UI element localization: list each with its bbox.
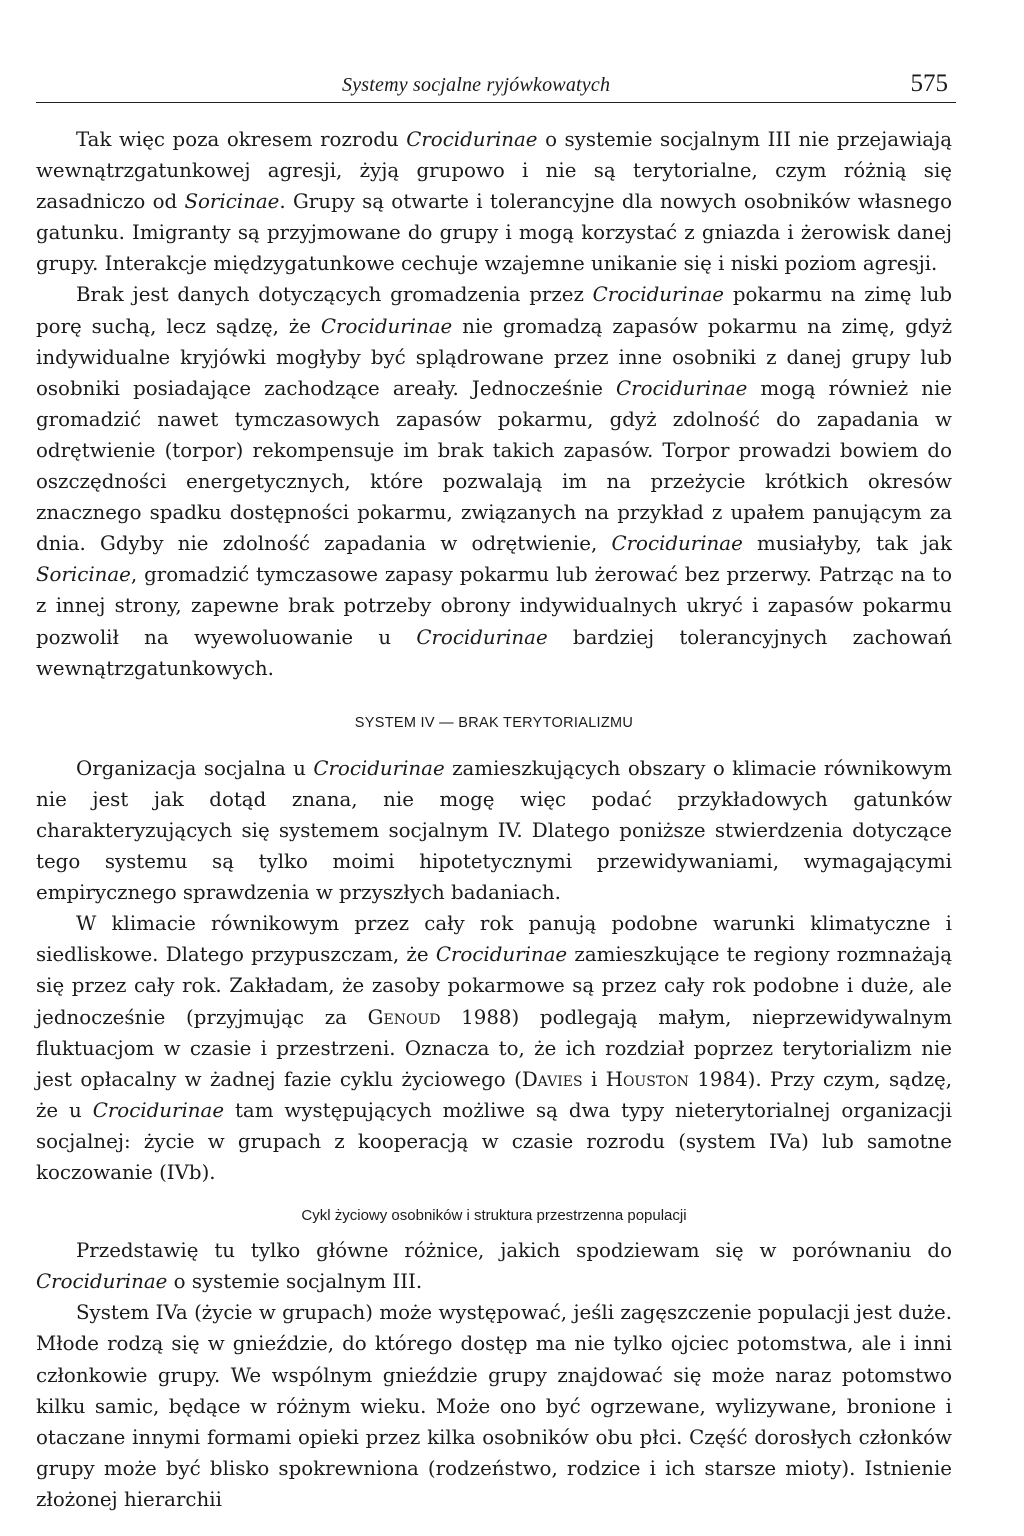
taxon-name: Crocidurinae (611, 532, 743, 556)
text-run: Brak jest danych dotyczących gromadzenia przez (76, 283, 593, 307)
text-run: 1984). Przy czym, sądzę, że u (36, 1067, 952, 1122)
taxon-name: Soricinae (184, 190, 280, 214)
text-run: 1988) podlegają małym, nieprzewidywalnym fluktuacjom w czasie i przestrzeni. Oznacza to, że ich rozdział poprzez terytorializm nie jest opłacalny w żadnej fazie cyklu życiowego ( (36, 1005, 952, 1091)
text-run: , gromadzić tymczasowe zapasy pokarmu lub żerować bez przerwy. Patrząc na to z innej strony, zapewne brak potrzeby obrony indywidualnych ukryć i zapasów pokarmu pozwolił na wyewoluowanie u (36, 563, 952, 649)
author-name: Genoud (367, 1005, 441, 1029)
paragraph-2 (36, 279, 952, 683)
text-run: pokarmu na zimę lub porę suchą, lecz sądzę, że (36, 283, 952, 338)
paragraph-3 (36, 753, 952, 908)
page-body (36, 124, 952, 1515)
paragraph-1 (36, 124, 952, 279)
text-run: i (582, 1067, 606, 1091)
taxon-name: Crocidurinae (592, 283, 725, 307)
taxon-name: Crocidurinae (416, 625, 548, 649)
text-run: bardziej tolerancyjnych zachowań wewnątrzgatunkowych. (36, 625, 953, 680)
text-run: Tak więc poza okresem rozrodu (76, 128, 407, 151)
taxon-name: Crocidurinae (406, 128, 538, 151)
taxon-name: Crocidurinae (435, 943, 568, 967)
paragraph-5 (36, 1235, 952, 1297)
text-run: o systemie socjalnym III nie przejawiają wewnątrzgatunkowej agresji, żyją grupowo i nie są terytorialne, czym różnią się zasadniczo od (36, 128, 953, 214)
page-number: 575 (910, 70, 948, 97)
text-run: System IVa (życie w grupach) może występować, jeśli zagęszczenie populacji jest duże. Młode rodzą się w gnieździe, do którego dostęp ma nie tylko ojciec potomstwa, ale i inni członkowie grupy. We wspólnym gnieździe grupy znajdować się może naraz potomstwo kilku samic, będące w różnym wieku. Może ono być ogrzewane, wylizywane, bronione i otaczane innymi formami opieki przez kilka osobników obu płci. Część dorosłych członków grupy może być blisko spokrewniona (rodzeństwo, rodzice i ich starsze mioty). Istnienie złożonej hierarchii (36, 1301, 952, 1511)
text-run: tam występujących możliwe są dwa typy nieterytorialnej organizacji socjalnej: życie w grupach z kooperacją w czasie rozrodu (system IVa) lub samotne koczowanie (IVb). (36, 1098, 952, 1184)
text-run: musiałyby, tak jak (742, 532, 952, 556)
text-run: zamieszkujących obszary o klimacie równikowym nie jest jak dotąd znana, nie mogę więc podać przykładowych gatunków charakteryzujących się systemem socjalnym IV. Dlatego poniższe stwierdzenia dotyczące tego systemu są tylko moimi hipotetycznymi przewidywaniami, wymagającymi empirycznego sprawdzenia w przyszłych badaniach. (36, 756, 952, 905)
text-run: W klimacie równikowym przez cały rok panują podobne warunki klimatyczne i siedliskowe. Dlatego przypuszczam, że (36, 912, 952, 967)
text-run: nie gromadzą zapasów pokarmu na zimę, gdyż indywidualne kryjówki mogłyby być splądrowane przez inne osobniki z danej grupy lub osobniki posiadające zachodzące areały. Jednocześnie (36, 314, 953, 400)
text-run: Przedstawię tu tylko główne różnice, jakich spodziewam się w porównaniu do (76, 1239, 952, 1263)
taxon-name: Soricinae (36, 563, 131, 587)
taxon-name: Crocidurinae (36, 1270, 168, 1294)
paragraph-4 (36, 908, 952, 1188)
text-run: . Grupy są otwarte i tolerancyjne dla nowych osobników własnego gatunku. Imigranty są przyjmowane do grupy i mogą korzystać z gniazda i żerowisk danej grupy. Interakcje międzygatunkowe cechuje wzajemne unikanie się i niski poziom agresji. (36, 190, 952, 276)
author-name: Houston (605, 1067, 689, 1091)
subsection-heading: Cykl życiowy osobników i struktura przestrzenna populacji (301, 1207, 687, 1225)
text-run: o systemie socjalnym III. (167, 1270, 423, 1294)
taxon-name: Crocidurinae (320, 314, 453, 338)
text-run: mogą również nie gromadzić nawet tymczasowych zapasów pokarmu, gdyż zdolność do zapadania w odrętwienie (torpor) rekompensuje im brak takich zapasów. Torpor prowadzi bowiem do oszczędności energetycznych, które pozwalają im na przeżycie krótkich okresów znacznego spadku dostępności pokarmu, związanych na przykład z upałem panującym za dnia. Gdyby nie zdolność zapadania w odrętwienie, (36, 376, 952, 556)
taxon-name: Crocidurinae (616, 376, 748, 400)
running-title: Systemy socjalne ryjówkowatych (342, 74, 611, 96)
author-name: Davies (521, 1067, 583, 1091)
taxon-name: Crocidurinae (92, 1098, 225, 1122)
paragraph-6 (36, 1297, 952, 1515)
text-run: zamieszkujące te regiony rozmnażają się przez cały rok. Zakładam, że zasoby pokarmowe są przez cały rok podobne i duże, ale jednocześnie (przyjmując za (36, 943, 952, 1029)
text-run: Organizacja socjalna u (76, 756, 314, 780)
running-header (36, 72, 956, 103)
taxon-name: Crocidurinae (313, 756, 445, 780)
section-heading: SYSTEM IV — BRAK TERYTORIALIZMU (354, 714, 634, 731)
